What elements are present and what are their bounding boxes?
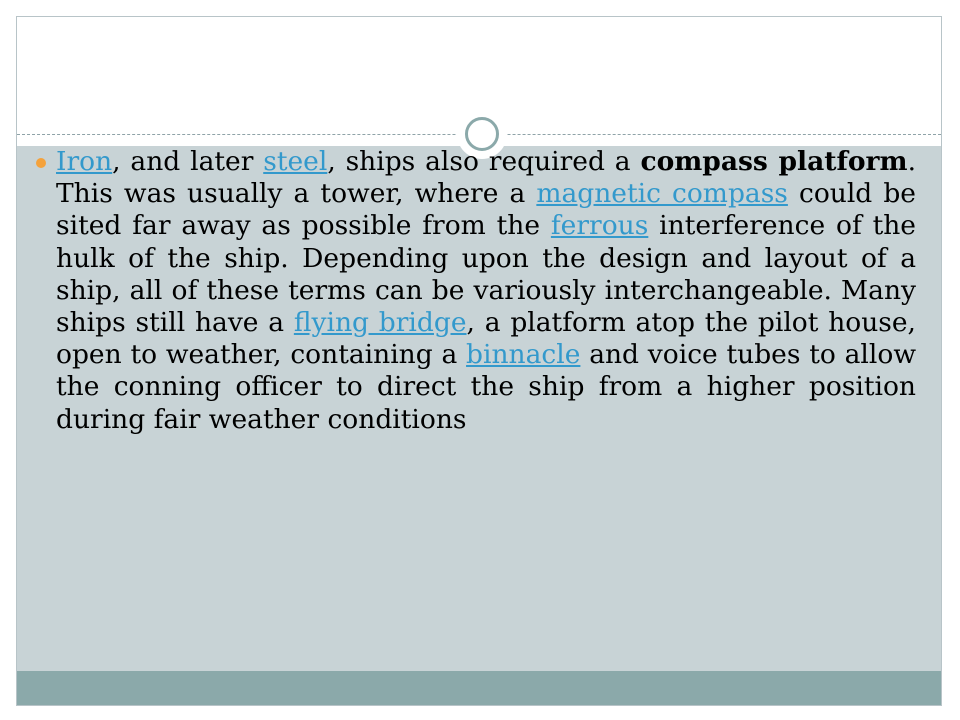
text-segment: , ships also required a <box>327 146 641 177</box>
text-segment: , a platform atop the pilot house, open to weather, containing a <box>56 307 916 371</box>
link-flying-bridge[interactable]: flying bridge <box>293 307 467 339</box>
link-iron[interactable]: Iron <box>56 146 113 177</box>
link-steel[interactable]: steel <box>263 146 328 177</box>
text-segment: and voice tubes to allow the conning officer to direct the ship from a higher position during fair weather conditions <box>56 339 916 435</box>
bold-term-compass-platform: compass platform <box>640 146 908 177</box>
link-ferrous[interactable]: ferrous <box>550 210 649 242</box>
text-segment: . This was usually a tower, where a <box>56 146 916 210</box>
text-segment: interference of the hulk of the ship. Depending upon the design and layout of a ship, all of these terms can be variously interchangeable. Many ships still have a <box>56 210 916 339</box>
text-segment: could be sited far away as possible from the <box>56 178 916 242</box>
link-binnacle[interactable]: binnacle <box>466 339 581 371</box>
link-magnetic-compass[interactable]: magnetic compass <box>536 178 788 210</box>
footer-band <box>17 671 941 706</box>
text-segment: , and later <box>112 146 264 177</box>
bullet-dot-icon <box>36 158 46 168</box>
bullet-paragraph <box>56 146 916 436</box>
